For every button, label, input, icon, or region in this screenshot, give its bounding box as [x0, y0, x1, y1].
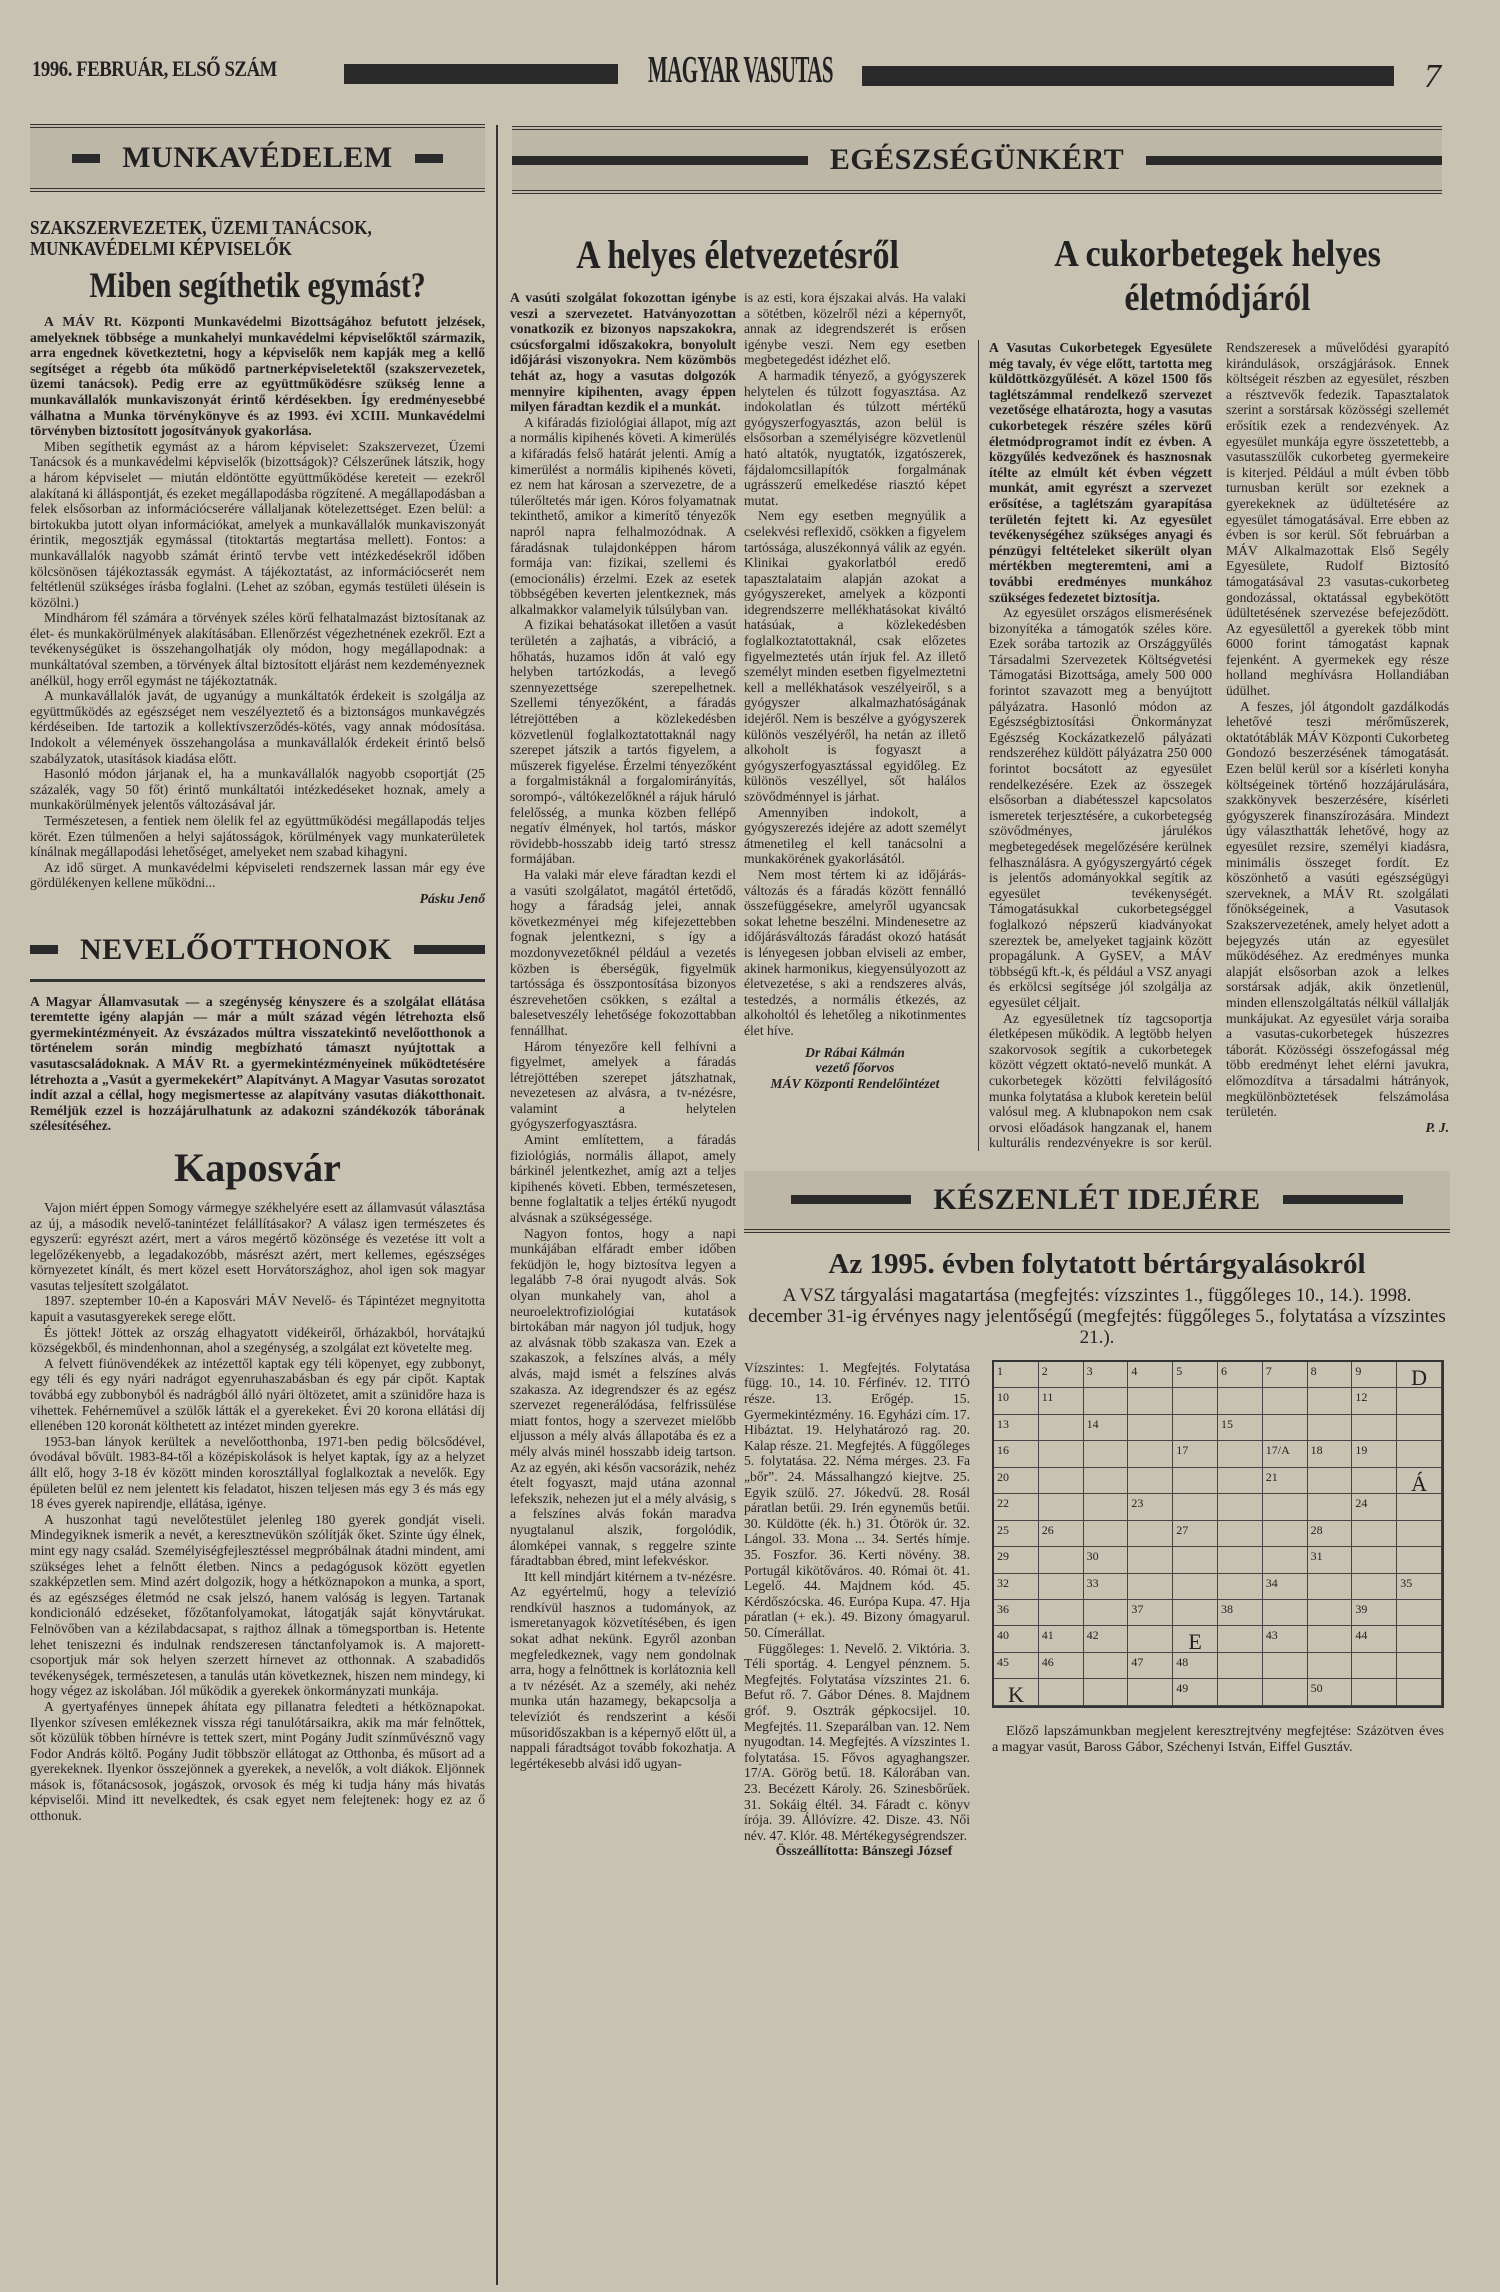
paragraph: A kifáradás fiziológiai állapot, míg azt a normális kipihenés követi. A kimerülés a kifáradás felső határát jelenti. Amíg a kimerülést a normális kipihenés követi, ez nem hat károsan a szervezetre, de a túlerőltetés már igen. Kóros folyamatnak tekinthető, amikor a kimerítő tényezők napról napra felhalmozódnak. A fáradásnak tulajdonképpen három formája van: fizikai, szellemi és (emocionális) érzelmi. Ezek az esetek többségében keverten jelentkeznek, más alkalmakkor valamelyik túlsúlyban van.	[510, 414, 736, 617]
crossword-cell[interactable]	[1308, 1547, 1353, 1573]
clue-number: 3	[1086, 1363, 1093, 1378]
crossword-cell[interactable]	[1308, 1521, 1353, 1547]
crossword-cell[interactable]	[994, 1388, 1039, 1414]
author-block	[744, 1045, 966, 1092]
crossword-title: Az 1995. évben folytatott bértárgyalásokról	[828, 1247, 1366, 1280]
masthead-bar-left	[344, 64, 618, 84]
crossword-cell[interactable]	[1173, 1388, 1218, 1414]
masthead-title: MAGYAR VASUTAS	[648, 49, 833, 91]
author-name: Dr Rábai Kálmán	[805, 1044, 905, 1060]
crossword-cell[interactable]	[1263, 1574, 1308, 1600]
crossword-cell[interactable]	[1308, 1415, 1353, 1441]
paragraph: A munkavállalók javát, de ugyanúgy a munkáltatók érdekeit is szolgálja az együttműködés az egészséget nem veszélyeztető és a biztonságos munkavégzés kérdéseiben. Ide tartozik a kollektívszerződés-kötés, vagy annak módosítása. Indokolt a vélemények összehangolása a munkavállalók érdekeit érintő belső szabályzatok, utasítások kiadása előtt.	[30, 688, 485, 766]
paragraph: Az egyesület országos elismerésének bizonyítéka a támogatók széles köre. Ezek sorába tartozik az Országgyűlés Társadalmi Szervezetek Költségvetési Támogatási Bizottsága, amely 500 000 forintot szavazott meg a benyújtott pályázatra. Hasonló módon az Egészségbiztosítási Önkormányzat Egészség Kockázatkezelő pályázati rendszeréhez küldött pályázatra 250 000 forintot bocsátott az egyesület rendelkezésére. Ezek az összegek elsősorban a diabétesszel kapcsolatos ismeretek terjesztésére, a cukorbetegség szövődményes, járulékos megbetegedések megelőzésére kerülnek felhasználásra. A gyógyszergyártó cégek is jelentős adományokkal segítik az egyesület tevékenységét. Támogatásukkal cukorbetegséggel foglalkozó népszerű kiadványokat szereztek be, amelyeket tagjaink között propagálunk. A GySEV, a MÁV többségű kft.-k, és például a VSZ anyagi és erkölcsi segítsége jól szolgálja az egyesület céljait.	[989, 605, 1212, 1010]
crossword-cell[interactable]	[1173, 1441, 1218, 1467]
article-lead: A vasúti szolgálat fokozottan igénybe veszi a szervezetet. Hatványozottan vonatkozik ez bizonyos napszakokra, csúcsforgalmi időszakokra, bonyolult időjárási viszonyokra. Nem közömbös tehát az, hogy a vasutas dolgozók mennyire kipihenten, avagy éppen milyen fáradtan kezdik el a munkát.	[510, 290, 736, 415]
crossword-cell[interactable]	[1218, 1574, 1263, 1600]
paragraph: A harmadik tényező, a gyógyszerek helytelen és túlzott fogyasztása. Az indokolatlan és túlzott mértékű gyógyszerfogyasztás, azon belül is elsősorban a személyiségre közvetlenül ható altatók, nyugtatók, izgatószerek, fájdalomcsillapítók forgalmának ugrásszerű emelkedése riasztó képet mutat.	[744, 367, 966, 508]
clue-number: 47	[1131, 1654, 1144, 1669]
clue-number: 14	[1086, 1416, 1099, 1431]
crossword-clues	[744, 1360, 970, 1859]
crossword-cell[interactable]	[1263, 1415, 1308, 1441]
crossword-cell[interactable]	[1173, 1494, 1218, 1520]
clue-number: 35	[1400, 1575, 1413, 1590]
paragraph: Miben segíthetik egymást az a három képviselet: Szakszervezet, Üzemi Tanácsok és a munkavédelmi képviselők (bizottságok)? Célszerűnek látszik, hogy a három képviselet — miután eldöntötte együttműködése kereteit — ezekről alakítaná ki álláspontját, és ezeket megállapodásba rögzítené. A megállapodásban a felek elsősorban az információcserére vállaljanak kötelezettséget. Ezen belül: a birtokukba jutott olyan információkat, amelyek a munkavállalók munkaviszonyát érintik, megosztják egymással (titoktartás megtartása mellett). Fontos: a munkavállalók nagyobb számát érintő tervbe vett intézkedésekről időben kölcsönösen tájékoztassák egymást. A tájékoztatást, az információcserét nem feltétlenül szükséges írásba foglalni. (Lehet az szóban, egymás testületi ülésein is közölni.)	[30, 438, 485, 610]
section-header-egeszsegunkert	[512, 126, 1442, 194]
crossword-row	[744, 1360, 1450, 1859]
clue-number: 22	[997, 1496, 1009, 1511]
crossword-cell[interactable]	[1263, 1626, 1308, 1652]
crossword-cell[interactable]	[994, 1574, 1039, 1600]
crossword-cell[interactable]	[1218, 1415, 1263, 1441]
title-line: A cukorbetegek helyes	[1054, 233, 1381, 275]
clue-number: 13	[997, 1416, 1009, 1431]
paragraph: 1897. szeptember 10-én a Kaposvári MÁV Nevelő- és Tápintézet megnyitotta kapuit a vasutasgyerekek serege előtt.	[30, 1293, 485, 1325]
crossword-cell[interactable]	[1084, 1547, 1129, 1573]
clue-number: 18	[1310, 1443, 1323, 1458]
crossword-cell[interactable]	[1173, 1626, 1218, 1655]
clue-number: 42	[1086, 1628, 1099, 1643]
article-lead: A MÁV Rt. Központi Munkavédelmi Bizottságához befutott jelzések, amelyeknek többsége a munkahelyi munkavédelmi képviselőktől származik, arra engednek következtetni, hogy a képviselők nem kapják meg a kellő segítséget a régebb óta működő partnerképviseletektől (szakszervezetek, üzemi tanácsok). Pedig erre az együttműködésre szükség lenne a munkavállalók munkaviszonyát érintő kérdésekben. Így eredményesebbé válhatna a Munka törvénykönyve és az 1993. évi XCIII. Munkavédelmi törvényben biztosított jogosítványok gyakorlása.	[30, 314, 485, 439]
upper-row	[744, 290, 1450, 1151]
paragraph: is az esti, kora éjszakai alvás. Ha valaki a sötétben, közelről nézi a képernyőt, annak az idegrendszerét is erősen igénybe veszi. Nem egy esetben megbetegedést idézhet elő.	[744, 290, 966, 368]
crossword-cell[interactable]	[1308, 1388, 1353, 1414]
paragraph: Itt kell mindjárt kitérnem a tv-nézésre. Az egyértelmű, hogy a televízió rendkívül hasznos a tudományok, az ismeretanyagok közvetítésében, és igen sokat adhat nekünk. Egyről azonban megfeledkeznek, vagy nem gondolnak arra, hogy a felnőttnek is korlátoznia kell a tv nézését. Az a személy, aki nehéz munka után hazamegy, bekapcsolja a televíziót és rendszerint a késői műsoridőszakban is a képernyő előtt ül, a nappali fáradtságot tovább fokozhatja. A legértékesebb alvási idő ugyan-	[510, 1568, 736, 1771]
crossword-cell[interactable]	[1308, 1468, 1353, 1494]
crossword-cell[interactable]	[1173, 1600, 1218, 1626]
crossword-cell[interactable]	[1218, 1626, 1263, 1652]
crossword-cell[interactable]	[1352, 1653, 1397, 1679]
crossword-cell[interactable]	[1039, 1679, 1084, 1705]
crossword-cell[interactable]	[1084, 1388, 1129, 1414]
crossword-cell[interactable]	[1039, 1494, 1084, 1520]
crossword-cell[interactable]	[1128, 1362, 1173, 1388]
crossword-cell[interactable]	[1128, 1415, 1173, 1441]
crossword-cell[interactable]	[1128, 1521, 1173, 1547]
crossword-cell[interactable]	[1352, 1415, 1397, 1441]
clue-number: 16	[997, 1443, 1009, 1458]
clues-horizontal: Vízszintes: 1. Megfejtés. Folytatása függ. 10., 14. 10. Férfinév. 12. TITÓ része. 13. Erőgép. 15. Gyermekintézmény. 16. Egyházi cím. 17. Hibáztat. 19. Helyhatározó rag. 20. Kalap része. 21. Megfejtés. A függőleges 5. folytatása. 22. Néma mérges. 23. Fa „bőr”. 24. Mássalhangzó kiejtve. 25. Egyik szülő. 27. Jókedvű. 28. Rosál páratlan betűi. 29. Irén egyneműs betűi. 30. Küldötte (ék. h.) 31. Ótörök úr. 32. Lángol. 33. Mona ... 34. Sertés hímje. 35. Foszfor. 36. Kerti növény. 38. Portugál kikötőváros. 40. Római öt. 41. Legelő. 44. Majdnem kód. 45. Kérdőszócska. 46. Európa Kupa. 47. Hja páratlan (+ ek.). 49. Bizony ómagyarul. 50. Címerállat.	[744, 1359, 970, 1640]
clue-number: 40	[997, 1628, 1009, 1643]
paragraph: Nagyon fontos, hogy a napi munkájában elfáradt ember időben feküdjön le, hogy biztosítva legyen a legalább 7-8 órai nyugodt alvás. Sok olyan munkahely van, ahol a neuroelektrofiziológiai kutatások birtokában már nagyon jól tudjuk, hogy az alvásnak több szakasza van. Ezek a szakaszok, a felszínes alvás, a mély alvás, majd ismét a felszínes alvás szakasza. Az idegrendszer és az egész szervezet regenerálódása, felfrissülése miatt fontos, hogy a szervezet mielőbb eljusson a mély alvás állapotába és ez a mély alvás minél hosszabb ideig tartson. Az az egyén, aki későn vacsorázik, nehéz ételt fogyaszt, majd utána azonnal lefekszik, nehezen jut el a mély alvásig, s a felszínes alvás fokán maradva nyugtalanul alszik, forgolódik, álomképei vannak, s reggelre szinte fáradtabban ébred, mint lefekvéskor.	[510, 1225, 736, 1569]
crossword-cell[interactable]	[994, 1547, 1039, 1573]
clue-number: 15	[1220, 1416, 1233, 1431]
given-letter: E	[1188, 1629, 1202, 1655]
clue-number: 38	[1220, 1602, 1233, 1617]
crossword-cell[interactable]	[1308, 1494, 1353, 1520]
article-kicker	[30, 218, 417, 260]
clue-number: 44	[1355, 1628, 1368, 1643]
crossword-cell[interactable]	[1128, 1679, 1173, 1705]
crossword-cell[interactable]	[1397, 1547, 1442, 1573]
crossword-cell[interactable]	[1308, 1574, 1353, 1600]
crossword-cell[interactable]	[1084, 1441, 1129, 1467]
crossword-cell[interactable]	[1263, 1653, 1308, 1679]
crossword-cell[interactable]	[1039, 1468, 1084, 1494]
crossword-cell[interactable]	[1218, 1468, 1263, 1494]
paragraph: Természetesen, a fentiek nem ölelik fel az együttműködési megállapodás teljes körét. Ezen túlmenően a helyi sajátosságok, körülmények vagy munkaterületek kínálnak megállapodási lehetőséget, amelyeket nem szabad kihagyni.	[30, 813, 485, 860]
crossword-cell[interactable]	[1352, 1388, 1397, 1414]
crossword-cell[interactable]	[1173, 1362, 1218, 1388]
crossword-subtitle: A VSZ tárgyalási magatartása (megfejtés: vízszintes 1., függőleges 10., 14.). 1998. december 31-ig érvényes nagy jelentőségű (megfejtés: függőleges 5., folytatása a vízszintes 21.).	[748, 1284, 1446, 1348]
clue-number: 6	[1220, 1363, 1227, 1378]
clue-number: 10	[997, 1390, 1009, 1405]
crossword-cell[interactable]	[1218, 1653, 1263, 1679]
clue-number: 2	[1041, 1363, 1048, 1378]
clue-number: 9	[1355, 1363, 1362, 1378]
crossword-cell[interactable]	[1039, 1574, 1084, 1600]
clue-number: 46	[1041, 1654, 1054, 1669]
crossword-cell[interactable]	[1128, 1626, 1173, 1652]
crossword-cell[interactable]	[1218, 1600, 1263, 1626]
crossword-cell[interactable]	[1397, 1626, 1442, 1652]
section-title: MUNKAVÉDELEM	[122, 141, 393, 174]
crossword-cell[interactable]	[1173, 1574, 1218, 1600]
crossword-cell[interactable]	[1308, 1679, 1353, 1705]
crossword-cell[interactable]	[1218, 1494, 1263, 1520]
crossword-cell[interactable]	[1263, 1679, 1308, 1705]
crossword-cell[interactable]	[1352, 1468, 1397, 1494]
crossword-cell[interactable]	[1352, 1574, 1397, 1600]
masthead-bar-right	[862, 66, 1394, 86]
crossword-cell[interactable]	[1263, 1388, 1308, 1414]
crossword-cell[interactable]	[1263, 1441, 1308, 1467]
crossword-cell[interactable]	[994, 1415, 1039, 1441]
clue-number: 17/A	[1265, 1443, 1290, 1458]
clue-number: 43	[1265, 1628, 1278, 1643]
kicker-line: MUNKAVÉDELMI KÉPVISELŐK	[30, 238, 292, 260]
author: Pásku Jenő	[419, 890, 485, 906]
crossword-cell[interactable]	[1084, 1415, 1129, 1441]
crossword-cell[interactable]	[1084, 1468, 1129, 1494]
clue-number: 49	[1176, 1681, 1189, 1696]
paragraph: Három tényezőre kell felhívni a figyelmet, amelyek a fáradás létrejöttében szerepet játszhatnak, nevezetesen az alvásra, a tv-nézésre, valamint a helytelen gyógyszerfogyasztásra.	[510, 1038, 736, 1132]
crossword-cell[interactable]	[1308, 1441, 1353, 1467]
compiler: Összeállította: Bánszegi József	[775, 1843, 953, 1859]
kicker-line: SZAKSZERVEZETEK, ÜZEMI TANÁCSOK,	[30, 217, 372, 239]
paragraph: Vajon miért éppen Somogy vármegye székhelyére esett az államvasút választása az új, a második nevelő-tanintézet felállításakor? A válasz igen természetes és egyszerű: egyrészt azért, mert a város megértő közönsége és vezetése itt volt a legelőzékenyebb, a legadakozóbb, másrészt azért, mert kellemes, egészséges környezetet kínált, és mert közel esett Horvátországhoz, ahol igen sok magyar vasutas teljesített szolgálatot.	[30, 1199, 485, 1293]
clue-number: 25	[997, 1522, 1009, 1537]
article-body-kaposvar	[30, 1200, 485, 1824]
crossword-cell[interactable]	[1397, 1441, 1442, 1467]
clue-number: 50	[1310, 1681, 1323, 1696]
crossword-cell[interactable]	[1352, 1441, 1397, 1467]
crossword-cell[interactable]	[1084, 1494, 1129, 1520]
crossword-cell[interactable]	[1308, 1626, 1353, 1652]
crossword-cell[interactable]	[994, 1600, 1039, 1626]
crossword-cell[interactable]	[1263, 1547, 1308, 1573]
paragraph: Nem egy esetben megnyúlik a cselekvési reflexidő, csökken a figyelem tartóssága, aluszékonnyá válik az egyén. Klinikai gyakorlatból eredő tapasztalataim alapján azokat a gyógyszereket, amelyek a központi idegrendszerre mellékhatásokat kiváltó hatásúak, a közlekedésben foglalkoztatottaknál, csak előzetes figyelmeztetés után írjuk fel. Az illető személyt minden esetben figyelmeztetni kell a mellékhatások veszélyeiről, s a gyógyszer alkalmazhatóságának idejéről. Nem is beszélve a gyógyszerek különös veszélyéről, ha netán az illető alkoholt is fogyaszt a gyógyszerfogyasztással egyidőleg. Ez különös veszéllyel, sőt halálos szövődménnyel is járhat.	[744, 508, 966, 804]
clue-number: 8	[1310, 1363, 1317, 1378]
crossword-cell[interactable]	[1173, 1547, 1218, 1573]
clue-number: 36	[997, 1602, 1009, 1617]
column-divider	[496, 125, 498, 2285]
clue-number: 28	[1310, 1522, 1323, 1537]
crossword-cell[interactable]	[1397, 1362, 1442, 1388]
clue-number: 26	[1041, 1522, 1054, 1537]
clue-number: 12	[1355, 1390, 1368, 1405]
crossword-cell[interactable]	[1263, 1362, 1308, 1388]
crossword-cell[interactable]	[1039, 1415, 1084, 1441]
crossword-cell[interactable]	[1084, 1600, 1129, 1626]
crossword-cell[interactable]	[1352, 1521, 1397, 1547]
clue-number: 34	[1265, 1575, 1278, 1590]
paragraph: Hasonló módon járjanak el, ha a munkavállalók nagyobb csoportját (25 százalék, vagy 50 főt) érintő munkáltatói intézkedéseket hoznak, amely a munkakörülmények jelentős változásával jár.	[30, 766, 485, 813]
crossword-cell[interactable]	[1397, 1494, 1442, 1520]
clue-number: 45	[997, 1654, 1009, 1669]
clue-number: 39	[1355, 1602, 1368, 1617]
crossword-cell[interactable]	[1352, 1362, 1397, 1388]
clues-vertical: Függőleges: 1. Nevelő. 2. Viktória. 3. Téli sportág. 4. Lengyel pénznem. 5. Megfejtés. Folytatása vízszintes 21. 6. Befut rő. 7. Gábor Dénes. 8. Majdnem gróf. 9. Osztrák gépkocsijel. 10. Megfejtés. 11. Szeparálban van. 12. Nem nyugodtan. 14. Megfejtés. A vízszintes 1. folytatása. 15. Fővos agyaghangszer. 17/A. Görög betű. 18. Kálorában van. 23. Becézett Károly. 26. Szinesbőrűek. 31. Sokáig éltél. 34. Fáradt c. könyv írója. 39. Állóvízre. 42. Disze. 43. Női név. 47. Klór. 48. Mértékegységrendszer.	[744, 1640, 970, 1843]
paragraph: És jöttek! Jöttek az ország elhagyatott vidékeiről, őrházakból, horvátajkú községekből, és mindenhonnan, ahol a szegénység, a szolgálat ezt követelte meg.	[30, 1324, 485, 1356]
paragraph: Mindhárom fél számára a törvények széles körű felhatalmazást biztosítanak az élet- és munkakörülmények alakításában. Ellenőrzést végezhetnének ezekről. Ezt a tevékenységüket is összehangolhatják oly módon, hogy megállapodnak: a munkáltatóval szemben, a törvények által biztosított eljárást nem kezdeményeznek anélkül, hogy erről egymást ne tájékoztatnák.	[30, 610, 485, 688]
given-letter: Á	[1411, 1470, 1428, 1496]
clue-number: 48	[1176, 1654, 1189, 1669]
crossword-cell[interactable]	[1084, 1653, 1129, 1679]
section-header-munkavedelem	[30, 124, 485, 192]
paragraph: 1953-ban lányok kerültek a nevelőotthonba, 1971-ben pedig bölcsődével, óvodával bővült. 1983-84-től a középiskolások is helyet kaptak, így az a helyzet állt elő, hogy 3-18 év között minden korosztállyal foglalkoztak a nevelők. Egy épületen belül ez nem jelentett kis feladatot, hiszen teljesen más egy 3 és más egy 18 éves gyerek napirendje, ellátása, igénye.	[30, 1433, 485, 1512]
paragraph: A gyertyafényes ünnepek áhítata egy pillanatra feledteti a hétköznapokat. Ilyenkor szívesen emlékeznek vissza régi tanulótársaikra, akik ma már felnőttek, sőt közülük többen hírnévre is tettek szert, mint Pogány Judit színművésznő vagy Fodor András költő. Pogány Judit többször ellátogat az Otthonba, és műsort ad a gyerekeknek. Ilyenkor összejönnek a gyerekek, a nevelők, a volt diákok. Eljönnek mások is, főtanácsosok, jogászok, orvosok és még ki tudja hány más hivatás képviselői. Mind itt nevelkedtek, és csak egyet nem felejtenek: hogy ez az ő otthonuk.	[30, 1698, 485, 1824]
crossword-cell[interactable]	[1352, 1679, 1397, 1705]
article-body-eletvezetes-col2	[744, 290, 966, 1091]
crossword-cell[interactable]	[1397, 1600, 1442, 1626]
section-header-nevelootthonok	[30, 921, 485, 982]
crossword-cell[interactable]	[1128, 1547, 1173, 1573]
crossword-cell[interactable]	[1263, 1494, 1308, 1520]
crossword-cell[interactable]	[1352, 1600, 1397, 1626]
given-letter: D	[1411, 1364, 1428, 1390]
clue-number: 33	[1086, 1575, 1099, 1590]
crossword-cell[interactable]	[994, 1362, 1039, 1388]
author-institution: MÁV Központi Rendelőintézet	[770, 1075, 940, 1091]
clue-number: 37	[1131, 1602, 1144, 1617]
paragraph: A fizikai behatásokat illetően a vasút területén a zajhatás, a vibráció, a hőhatás, huzamos időn át való egy helyben tartózkodás, a levegő szennyezettsége szerepelhetnek. Szellemi tényezőként, a fáradás létrejöttében a közlekedésben közvetlenül foglalkoztatottaknál nagy szerepet játszik a tartós figyelem, a műszerek figyelése. Érzelmi tényezőként a forgalmistáknál a forgalomirányítás, sorompó-, váltókezelőknél a rájuk háruló felelősség, a munka közben fellépő negatív élmények, hol tartós, máskor rövidebb-hosszabb ideig tartó stressz formájában.	[510, 617, 736, 867]
article-body-eletvezetes-col1	[510, 290, 736, 1771]
crossword-cell[interactable]	[1352, 1547, 1397, 1573]
clue-number: 23	[1131, 1496, 1144, 1511]
crossword-cell[interactable]	[994, 1441, 1039, 1467]
crossword-cell[interactable]	[994, 1679, 1039, 1708]
paragraph: A feszes, jól átgondolt gazdálkodás lehetővé teszi mérőműszerek, oktatótáblák MÁV Központi Cukorbeteg Gondozó beszerzésének támogatását. Ezen belül kerül sor a kísérleti konyha költségeinek történő hozzájárulására, szakkönyvek beszerzésére, kísérleti gyógyszerek finanszírozására. Mindezt úgy választhatták lehetővé, hogy az egyesület rezsire, személyi kiadásra, minimális összeget fordít. Ez köszönhető a vasúti egészségügyi szerveknek, a MÁV Rt. szolgálati főnökségeinek, a Vasutasok Szakszervezetének, amely helyet adott a bejegyzés után az egyesület működéséhez. Az eredményes munka alapját elsősorban azok a lelkes sorstársak adják, akik önzetlenül, minden ellenszolgáltatás nélkül vállalják munkájukat. Az egyesület várja soraiba a vasutas-cukorbetegek húszezres táborát. Közösségi összefogással még több eredményt lehet elérni javukra, előmozdítva a társadalmi hátrányok, megkülönböztetések felszámolása területén.	[1226, 698, 1449, 1120]
crossword-cell[interactable]	[1039, 1441, 1084, 1467]
crossword-cell[interactable]	[1397, 1415, 1442, 1441]
crossword-cell[interactable]	[994, 1521, 1039, 1547]
crossword-cell[interactable]	[1352, 1626, 1397, 1652]
paragraph: A felvett fiúnövendékek az intézettől kaptak egy téli köpenyet, egy zubbonyt, egy téli és egy nyári nadrágot egyenruhaszabásban és egy pár cipőt. Kaptak továbbá egy zubbonyból és nadrágból álló nyári öltözetet, amit a szünidőre haza is vihettek. Fehérneművel a szülők látták el a gyerekeket. Évi 20 korona ellátási díj ellenében 120 koronát költhetett az intézet minden gyerekre.	[30, 1355, 485, 1434]
crossword-cell[interactable]	[1263, 1521, 1308, 1547]
article-body-cukorbetegek	[978, 340, 1449, 1151]
clue-number: 29	[997, 1549, 1009, 1564]
paragraph: Ha valaki már eleve fáradtan kezdi el a vasúti szolgálatot, magától értetődő, hogy a fáradság jelei, annak következményei még kifejezettebben fognak jelentkezni, s így a mozdonyvezetőknél például a vezetés közben is éberségük, figyelmük tartóssága és összpontosítása bizonyos észrevehetően csökken, s ezáltal a balesetveszély lehetősége fokozottabban fennállhat.	[510, 866, 736, 1038]
crossword-cell[interactable]	[1397, 1388, 1442, 1414]
clue-number: 1	[997, 1363, 1003, 1378]
crossword-cell[interactable]	[1352, 1494, 1397, 1520]
clue-number: 7	[1265, 1363, 1272, 1378]
crossword-cell[interactable]	[994, 1468, 1039, 1494]
crossword-grid	[992, 1360, 1444, 1708]
issue-date: 1996. FEBRUÁR, ELSŐ SZÁM	[32, 56, 277, 81]
crossword-cell[interactable]	[1397, 1679, 1442, 1705]
clue-number: 17	[1176, 1443, 1189, 1458]
crossword-cell[interactable]	[1039, 1626, 1084, 1652]
clue-number: 30	[1086, 1549, 1099, 1564]
article-body-munkavedelem	[30, 314, 485, 907]
article-title-kaposvar: Kaposvár	[174, 1144, 341, 1190]
author-title: vezető főorvos	[815, 1060, 895, 1076]
crossword-cell[interactable]	[1397, 1574, 1442, 1600]
crossword-cell[interactable]	[1173, 1653, 1218, 1679]
crossword-cell[interactable]	[994, 1653, 1039, 1679]
clue-number: 4	[1131, 1363, 1138, 1378]
crossword-cell[interactable]	[1397, 1653, 1442, 1679]
crossword-cell[interactable]	[1218, 1441, 1263, 1467]
crossword-cell[interactable]	[1128, 1388, 1173, 1414]
paragraph: A huszonhat tagú nevelőtestület jelenleg 180 gyerek gondját viseli. Mindegyiknek ismerik a nevét, a keresztnevükön szólítják őket. Szinte úgy élnek, mint egy nagy család. Személyiségfejlesztéssel megpróbálnak átadni mindent, ami szükséges lehet a felnőtt életben. Nincs a pedagógusok között egyetlen szakképzetlen sem. Mind azért dolgozik, hogy a hétköznapokon a munka, a sport, és az egészséges életmód ne csak jelszó, hanem valóság is legyen. Tartanak kondicionáló edzéseket, főzőtanfolyamokat, látogatják saját könyvtárukat. Felnövőben van a kézilabdacsapat, s rajthoz állnak a tömegsportban is. Hetente lehet teniszezni és indulnak rendszeresen tánctanfolyamok is. A majorett-csoportjuk már sok helyen szerzett hírnevet az otthonnak. A szabadidős tevékenységek, természetesen, a tanulás után következnek, hiszen nem mindegy, ki hogy végez az iskolában. Jól működik a gyerekek önkormányzati munkája.	[30, 1511, 485, 1699]
clue-number: 11	[1041, 1390, 1054, 1405]
paragraph: Az egyesületnek tíz tagcsoportja életképesen működik. A legtöbb helyen szakorvosok segítik a cukorbetegek között végzett oktató-nevelő munkát. A cukorbetegek közötti felvilágosító munka folytatása a klubok keretein belül valósul meg. A klubnapokon nem csak orvosi előadások hangzanak el, hanem kulturális rendezvényekre is sor kerül. Rendszeresek a művelődési gyarapító kirándulások, országjárások. Ennek költségeit részben az egyesület, részben a résztvevők fedezik. Tapasztalatok szerint a sorstársak közösségi szellemét erősítik ezek a rendezvények. Az egyesület munkája egyre összetettebb, a vasutasszülők cukorbeteg gyermekeire is kiterjed. Például a múlt évben több turnusban került sor ezeknek a gyerekeknek az üdültetésére az egyesület támogatásával. Erre ebben az évben is sor kerül. Sőt februárban a MÁV Alkalmazottak Első Segély Egyesülete, Rudolf Biztosító támogatásával 23 vasutas-cukorbeteg gondozással, oktatással egybekötött üdültetésének szervezése befejeződött. Az egyesülettől a gyerekek több mint 6000 forint támogatást kapnak fejenként. A gyermekek egy része holland meghívásra Hollandiában üdülhet.	[989, 340, 1449, 1151]
crossword-cell[interactable]	[1173, 1415, 1218, 1441]
crossword-cell[interactable]	[1039, 1653, 1084, 1679]
crossword-cell[interactable]	[1308, 1600, 1353, 1626]
crossword-cell[interactable]	[1128, 1494, 1173, 1520]
author: P. J.	[1425, 1119, 1449, 1135]
crossword-cell[interactable]	[1397, 1468, 1442, 1494]
paragraph: Amennyiben indokolt, a gyógyszerezés idejére az adott személyt átmenetileg el kell tanácsolni a munkakörének gyakorlásától.	[744, 804, 966, 867]
crossword-cell[interactable]	[1039, 1547, 1084, 1573]
title-line: életmódjáról	[1124, 277, 1311, 319]
crossword-cell[interactable]	[994, 1626, 1039, 1652]
paragraph: Amint említettem, a fáradás fiziológiás, normális állapot, amely bárkinél jelentkezhet, amíg azt a teljes kipihenés követi. Ebben, természetesen, benne foglaltatik a teljes értékű nyugodt alvásnak a szükségessége.	[510, 1132, 736, 1226]
crossword-cell[interactable]	[1084, 1362, 1129, 1388]
crossword-cell[interactable]	[1039, 1521, 1084, 1547]
article-title: Miben segíthetik egymást?	[89, 265, 426, 305]
article-title-eletvezetes: A helyes életvezetésről	[576, 232, 899, 277]
section-title: EGÉSZSÉGÜNKÉRT	[829, 143, 1125, 176]
crossword-cell[interactable]	[1173, 1679, 1218, 1705]
crossword-cell[interactable]	[994, 1494, 1039, 1520]
section-title: NEVELŐOTTHONOK	[80, 932, 393, 966]
clue-number: 31	[1310, 1549, 1323, 1564]
clue-number: 20	[997, 1469, 1009, 1484]
clue-number: 5	[1176, 1363, 1183, 1378]
crossword-cell[interactable]	[1397, 1521, 1442, 1547]
crossword-cell[interactable]	[1084, 1679, 1129, 1705]
crossword-cell[interactable]	[1128, 1574, 1173, 1600]
section-title: KÉSZENLÉT IDEJÉRE	[933, 1182, 1261, 1216]
clue-number: 19	[1355, 1443, 1368, 1458]
left-column	[30, 124, 485, 1824]
page-number: 7	[1424, 58, 1441, 95]
paragraph: Az idő sürget. A munkavédelmi képviseleti rendszernek lassan már egy éve gördülékenyen kellene működni...	[30, 859, 485, 891]
crossword-cell[interactable]	[1128, 1600, 1173, 1626]
crossword-cell[interactable]	[1218, 1521, 1263, 1547]
crossword-cell[interactable]	[1173, 1521, 1218, 1547]
clue-number: 21	[1265, 1469, 1278, 1484]
given-letter: K	[1007, 1682, 1024, 1708]
crossword-cell[interactable]	[1218, 1679, 1263, 1705]
previous-solution: Előző lapszámunkban megjelent keresztrejtvény megfejtése: Százötven éves a magyar vasút, Baross Gábor, Széchenyi István, Eiffel Gusztáv.	[992, 1723, 1444, 1755]
crossword-cell[interactable]	[1218, 1362, 1263, 1388]
crossword-cell[interactable]	[1128, 1441, 1173, 1467]
crossword-cell[interactable]	[1308, 1653, 1353, 1679]
clue-number: 32	[997, 1575, 1009, 1590]
article-lead: A Vasutas Cukorbetegek Egyesülete még tavaly, év vége előtt, tartotta meg küldöttközgyűlését. A közel 1500 fős taglétszámmal rendelkező szervezet vezetősége elhatározta, hogy a vasutas cukorbetegek részére széles körű életmódprogramot indít ez évben. A közgyűlés kedvezőnek és hasznosnak ítélte az elmúlt két évben végzett munkát, amit egyrészt a szervezet erősítése, a taglétszám gyarapítása területén fejtett ki. Az egyesület tevékenységéhez szükséges anyagi és pénzügyi feltételeket sikerült olyan mértékben megteremteni, ami a további eredményes munkához szükséges fedezetet biztosítja.	[989, 340, 1212, 605]
crossword-cell[interactable]	[1128, 1653, 1173, 1679]
crossword-cell[interactable]	[1308, 1362, 1353, 1388]
crossword-cell[interactable]	[1084, 1626, 1129, 1652]
clue-number: 24	[1355, 1496, 1368, 1511]
section-header-keszenlet	[744, 1171, 1450, 1233]
crossword-cell[interactable]	[1263, 1468, 1308, 1494]
crossword-cell[interactable]	[1039, 1362, 1084, 1388]
crossword-area	[992, 1360, 1444, 1756]
clue-number: 27	[1176, 1522, 1189, 1537]
paragraph: Nem most tértem ki az időjárás-változás és a fáradás között fennálló összefüggésekre, amelyről ugyancsak sokat lehetne beszélni. Mindenesetre az időjárásváltozás fáradást okozó hatását is lényegesen jobban elviseli az ember, akinek harmonikus, kiegyensúlyozott az életvezetése, s aki a rendszeres alvás, testedzés, a normális étkezés, az alkoholtól és lehetőleg a nikotinmentes élet híve.	[744, 866, 966, 1038]
crossword-cell[interactable]	[1084, 1574, 1129, 1600]
article-lead-nevelo: A Magyar Államvasutak — a szegénység kényszere és a szolgálat ellátása teremtette igény alapján — már a múlt század végén létrehozta első gyermekintézményeit. Az évszázados múltra visszatekintő nevelőotthonok a történelem során mindig megbízható támaszt nyújtottak a vasutascsaládoknak. A MÁV Rt. a gyermekintézményeinek működtetésére létrehozta a „Vasút a gyermekekért” Alapítványt. A Magyar Vasutas sorozatot indít azzal a céllal, hogy megismertesse az alapítvány vasutas diákotthonait. Reméljük ezzel is hozzájárulhatunk az adakozni szándékozók táborának szélesítéséhez.	[30, 993, 485, 1134]
clue-number: 41	[1041, 1628, 1054, 1643]
crossword-cell[interactable]	[1128, 1468, 1173, 1494]
crossword-cell[interactable]	[1039, 1600, 1084, 1626]
crossword-cell[interactable]	[1263, 1600, 1308, 1626]
right-flow	[744, 290, 1450, 1859]
crossword-cell[interactable]	[1084, 1521, 1129, 1547]
crossword-cell[interactable]	[1173, 1468, 1218, 1494]
crossword-cell[interactable]	[1039, 1388, 1084, 1414]
crossword-cell[interactable]	[1218, 1388, 1263, 1414]
crossword-cell[interactable]	[1218, 1547, 1263, 1573]
